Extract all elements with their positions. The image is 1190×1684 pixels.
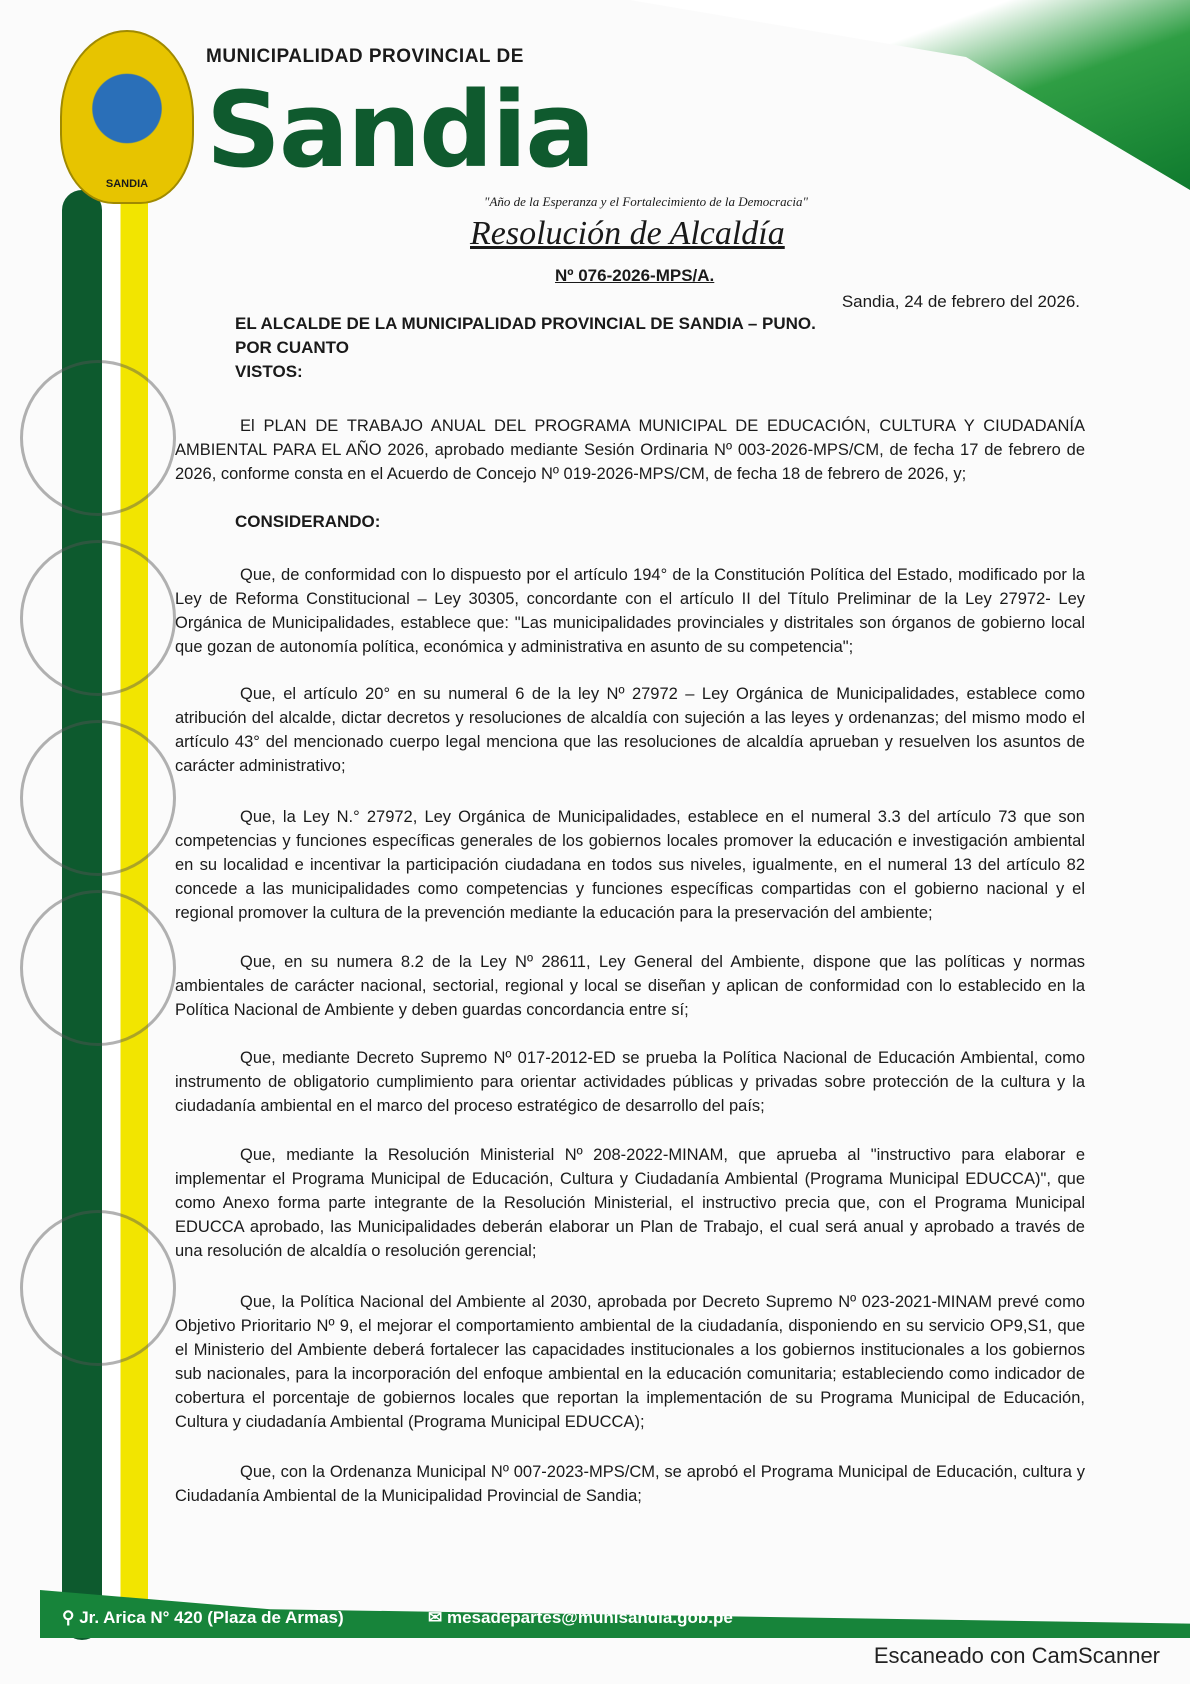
- footer-email: [428, 1608, 733, 1628]
- crest-label: SANDIA: [105, 178, 149, 190]
- mail-icon: ✉: [428, 1608, 447, 1627]
- address-text: Jr. Arica N° 420 (Plaza de Armas): [79, 1608, 344, 1627]
- official-stamp: [20, 1210, 176, 1366]
- municipal-crest-logo: [60, 30, 194, 204]
- document-date: Sandia, 24 de febrero del 2026.: [841, 292, 1080, 311]
- paragraph: Que, la Política Nacional del Ambiente al 2030, aprobada por Decreto Supremo Nº 023-2021-MINAM prevé como Objetivo Prioritario Nº 9, el mejorar el comportamiento ambiental de la ciudadanía, disponiendo en su servicio OP9,S1, que el Ministerio del Ambiente deberá fortalecer las capacidades institucionales a los gobiernos institucionales a los gobiernos sub nacionales, para la incorporación del enfoque ambiental en la educación comunitaria; estableciendo como indicador de cobertura el porcentaje de gobiernos locales que reportan la implementación de su Programa Municipal de Educación, Cultura y ciudadanía Ambiental (Programa Municipal EDUCCA);: [175, 1293, 1085, 1431]
- brand-logo-text: Sandia: [206, 69, 594, 191]
- vistos-paragraph: El PLAN DE TRABAJO ANUAL DEL PROGRAMA MUNICIPAL DE EDUCACIÓN, CULTURA Y CIUDADANÍA AMBIENTAL PARA EL AÑO 2026, aprobado mediante Sesión Ordinaria Nº 003-2026-MPS/CM, de fecha 17 de febrero de 2026, conforme consta en el Acuerdo de Concejo Nº 019-2026-MPS/CM, de fecha 18 de febrero de 2026, y;: [175, 417, 1085, 483]
- camscanner-watermark: Escaneado con CamScanner: [873, 1643, 1160, 1668]
- paragraph: Que, la Ley N.° 27972, Ley Orgánica de Municipalidades, establece en el numeral 3.3 del artículo 73 que son competencias y funciones específicas generales de los gobiernos locales promover la educación e investigación ambiental en su localidad e incentivar la participación ciudadana en todos sus niveles, igualmente, en el numeral 13 del artículo 82 concede a las municipalidades como competencias y funciones específicas compartidas con el gobierno nacional y el regional promover la cultura de la prevención mediante la educación para la preservación del ambiente;: [175, 808, 1085, 922]
- paragraph: Que, mediante Decreto Supremo Nº 017-2012-ED se prueba la Política Nacional de Educación Ambiental, como instrumento de obligatorio cumplimiento para orientar actividades públicas y privadas sobre protección de la cultura y la ciudadanía ambiental en el marco del proceso estratégico de desarrollo del país;: [175, 1049, 1085, 1115]
- year-motto: "Año de la Esperanza y el Fortalecimiento de la Democracia": [484, 194, 808, 209]
- location-pin-icon: ⚲: [62, 1608, 80, 1627]
- considerando-heading: CONSIDERANDO:: [235, 512, 381, 531]
- paragraph: Que, de conformidad con lo dispuesto por el artículo 194° de la Constitución Política del Estado, modificado por la Ley de Reforma Constitucional – Ley 30305, concordante con el artículo II del Título Preliminar de la Ley 27972- Ley Orgánica de Municipalidades, establece que: "Las municipalidades provinciales y distritales son órganos de gobierno local que gozan de autonomía política, económica y administrativa en asunto de su competencia";: [175, 566, 1085, 656]
- paragraph: Que, el artículo 20° en su numeral 6 de la ley Nº 27972 – Ley Orgánica de Municipalidades, establece como atribución del alcalde, dictar decretos y resoluciones de alcaldía con sujeción a las leyes y ordenanzas; del mismo modo el artículo 43° del mencionado cuerpo legal menciona que las resoluciones de alcaldía aprueban y resuelven los asuntos de carácter administrativo;: [175, 685, 1085, 775]
- vistos-heading: VISTOS:: [235, 362, 303, 381]
- paragraph: Que, mediante la Resolución Ministerial Nº 208-2022-MINAM, que aprueba al "instructivo para elaborar e implementar el Programa Municipal de Educación, Cultura y Ciudadanía Ambiental (Programa Municipal EDUCCA)", que como Anexo forma parte integrante de la Resolución Ministerial, el instructivo precia que, con el Programa Municipal EDUCCA aprobado, las Municipalidades deberán elaborar un Plan de Trabajo, el cual será anual y aprobado a través de una resolución de alcaldía o resolución gerencial;: [175, 1146, 1085, 1260]
- resolution-number: Nº 076-2026-MPS/A.: [555, 266, 715, 285]
- por-cuanto: POR CUANTO: [235, 338, 349, 357]
- official-stamp: [20, 720, 176, 876]
- email-text: mesadepartes@munisandia.gob.pe: [446, 1608, 733, 1627]
- paragraph: Que, en su numera 8.2 de la Ley Nº 28611, Ley General del Ambiente, dispone que las políticas y normas ambientales de carácter nacional, sectorial, regional y local se diseñan y aplican de conformidad con lo establecido en la Política Nacional de Ambiente y deben guardas concordancia entre sí;: [175, 953, 1085, 1019]
- official-stamp: [20, 360, 176, 516]
- document-title: Resolución de Alcaldía: [470, 215, 785, 252]
- footer-address: [62, 1608, 344, 1628]
- issuer: EL ALCALDE DE LA MUNICIPALIDAD PROVINCIAL DE SANDIA – PUNO.: [235, 314, 816, 333]
- green-corner-decoration: [630, 0, 1190, 190]
- brand-top: MUNICIPALIDAD PROVINCIAL DE: [206, 46, 524, 67]
- paragraph: Que, con la Ordenanza Municipal Nº 007-2023-MPS/CM, se aprobó el Programa Municipal de Educación, cultura y Ciudadanía Ambiental de la Municipalidad Provincial de Sandia;: [175, 1463, 1085, 1505]
- official-stamp: [20, 890, 176, 1046]
- official-stamp: [20, 540, 176, 696]
